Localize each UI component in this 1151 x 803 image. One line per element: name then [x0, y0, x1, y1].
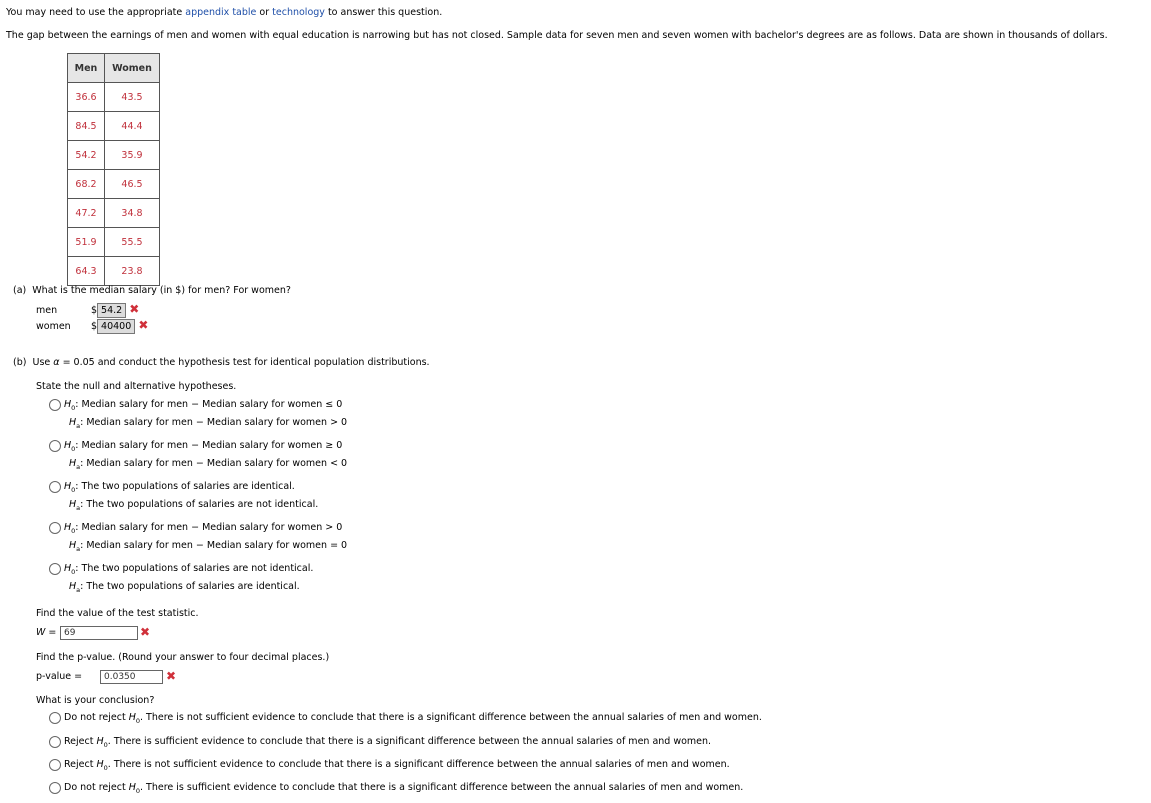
women-cell: 46.5	[105, 170, 160, 199]
conclusion-pre: Reject	[64, 759, 97, 770]
incorrect-icon: ✖	[166, 669, 177, 683]
ha-text: : The two populations of salaries are identical.	[80, 581, 300, 592]
pvalue-prompt: Find the p-value. (Round your answer to four decimal places.)	[36, 652, 330, 663]
men-median-input[interactable]: 54.2	[97, 303, 126, 318]
women-cell: 43.5	[105, 83, 160, 112]
conclusion-text: Do not reject $H_0$. There is sufficient evidence to conclude that there is a significant difference between the annual salaries of men and women.	[64, 782, 744, 795]
men-cell: 84.5	[68, 112, 105, 141]
women-median-answer	[91, 318, 148, 334]
table-row	[68, 141, 160, 170]
intro-text-or: or	[256, 7, 273, 18]
women-cell: 23.8	[105, 257, 160, 286]
women-median-input[interactable]: 40400	[97, 319, 135, 334]
alt-hypothesis: $H_a$: Median salary for men − Median salary for women > 0	[69, 417, 348, 430]
h0-text: : The two populations of salaries are identical.	[75, 481, 295, 492]
ha-text: : The two populations of salaries are not identical.	[80, 499, 319, 510]
conclusion-pre: Reject	[64, 736, 97, 747]
men-cell: 47.2	[68, 199, 105, 228]
null-hypothesis: $H_0$: The two populations of salaries are identical.	[64, 481, 295, 494]
column-header-men: Men	[68, 54, 105, 83]
conclusion-post: . There is sufficient evidence to conclude that there is a significant difference between the annual salaries of men and women.	[140, 782, 744, 793]
h0-text: : Median salary for men − Median salary for women > 0	[75, 522, 343, 533]
h0-text: : Median salary for men − Median salary for women ≤ 0	[75, 399, 343, 410]
intro-text: You may need to use the appropriate	[6, 7, 186, 18]
conclusion-pre: Do not reject	[64, 782, 129, 793]
women-cell: 55.5	[105, 228, 160, 257]
part-b-label: (b)	[13, 357, 27, 368]
radio-button[interactable]	[49, 399, 61, 411]
test-statistic-prompt: Find the value of the test statistic.	[36, 608, 199, 619]
men-cell: 51.9	[68, 228, 105, 257]
men-cell: 36.6	[68, 83, 105, 112]
h0-text: : Median salary for men − Median salary for women ≥ 0	[75, 440, 343, 451]
conclusion-prompt: What is your conclusion?	[36, 695, 155, 706]
instruction-text-post: = 0.05 and conduct the hypothesis test for identical population distributions.	[59, 357, 430, 368]
w-label	[36, 627, 56, 638]
radio-button[interactable]	[49, 481, 61, 493]
conclusion-post: . There is not sufficient evidence to conclude that there is a significant difference between the annual salaries of men and women.	[107, 759, 730, 770]
part-a-label: (a)	[13, 285, 27, 296]
conclusion-post: . There is sufficient evidence to conclude that there is a significant difference between the annual salaries of men and women.	[107, 736, 712, 747]
women-cell: 44.4	[105, 112, 160, 141]
appendix-table-link[interactable]: appendix table	[185, 7, 257, 18]
ha-text: : Median salary for men − Median salary for women = 0	[80, 540, 348, 551]
salary-data-table	[67, 53, 160, 286]
alpha-symbol: α	[53, 357, 60, 368]
w-input[interactable]: 69	[60, 626, 138, 640]
intro-text-suffix: to answer this question.	[324, 7, 443, 18]
table-row	[68, 170, 160, 199]
technology-link[interactable]: technology	[272, 7, 325, 18]
null-hypothesis: $H_0$: Median salary for men − Median salary for women > 0	[64, 522, 343, 535]
conclusion-text: Reject $H_0$. There is sufficient evidence to conclude that there is a significant difference between the annual salaries of men and women.	[64, 736, 712, 749]
men-cell: 54.2	[68, 141, 105, 170]
radio-button[interactable]	[49, 759, 61, 771]
women-median-label: women	[36, 321, 71, 332]
men-median-answer	[91, 302, 139, 318]
conclusion-text: Reject $H_0$. There is not sufficient evidence to conclude that there is a significant difference between the annual salaries of men and women.	[64, 759, 730, 772]
part-b-instruction	[13, 357, 430, 368]
column-header-women: Women	[105, 54, 160, 83]
null-hypothesis: $H_0$: The two populations of salaries are not identical.	[64, 563, 314, 576]
table-row	[68, 83, 160, 112]
alt-hypothesis: $H_a$: The two populations of salaries are identical.	[69, 581, 300, 594]
radio-button[interactable]	[49, 440, 61, 452]
ha-text: : Median salary for men − Median salary for women > 0	[80, 417, 348, 428]
women-cell: 34.8	[105, 199, 160, 228]
conclusion-pre: Do not reject	[64, 712, 129, 723]
table-header-row	[68, 54, 160, 83]
radio-button[interactable]	[49, 736, 61, 748]
state-hypotheses-prompt: State the null and alternative hypotheses.	[36, 381, 237, 392]
table-row	[68, 112, 160, 141]
incorrect-icon: ✖	[138, 318, 149, 332]
radio-button[interactable]	[49, 712, 61, 724]
h0-text: : The two populations of salaries are not identical.	[75, 563, 314, 574]
part-a-question	[13, 285, 291, 296]
table-row	[68, 199, 160, 228]
men-cell: 64.3	[68, 257, 105, 286]
radio-button[interactable]	[49, 563, 61, 575]
table-row	[68, 228, 160, 257]
alt-hypothesis: $H_a$: The two populations of salaries are not identical.	[69, 499, 319, 512]
intro-line	[6, 7, 442, 18]
problem-statement: The gap between the earnings of men and women with equal education is narrowing but has not closed. Sample data for seven men and seven women with bachelor's degrees are as follows. Data are shown in thousands of dollars.	[6, 30, 1108, 41]
null-hypothesis: $H_0$: Median salary for men − Median salary for women ≤ 0	[64, 399, 343, 412]
currency-symbol: $	[91, 305, 98, 316]
alt-hypothesis: $H_a$: Median salary for men − Median salary for women = 0	[69, 540, 348, 553]
currency-symbol: $	[91, 321, 98, 332]
conclusion-text: Do not reject $H_0$. There is not sufficient evidence to conclude that there is a significant difference between the annual salaries of men and women.	[64, 712, 762, 725]
conclusion-post: . There is not sufficient evidence to conclude that there is a significant difference between the annual salaries of men and women.	[140, 712, 762, 723]
instruction-text: Use	[32, 357, 54, 368]
part-a-question-text: What is the median salary (in $) for men? For women?	[32, 285, 291, 296]
pvalue-input[interactable]: 0.0350	[100, 670, 163, 684]
alt-hypothesis: $H_a$: Median salary for men − Median salary for women < 0	[69, 458, 348, 471]
men-median-label: men	[36, 305, 58, 316]
incorrect-icon: ✖	[129, 302, 140, 316]
radio-button[interactable]	[49, 522, 61, 534]
incorrect-icon: ✖	[140, 625, 151, 639]
men-cell: 68.2	[68, 170, 105, 199]
women-cell: 35.9	[105, 141, 160, 170]
pvalue-label: p-value =	[36, 671, 83, 682]
null-hypothesis: $H_0$: Median salary for men − Median salary for women ≥ 0	[64, 440, 343, 453]
ha-text: : Median salary for men − Median salary for women < 0	[80, 458, 348, 469]
w-label-text: W =	[36, 627, 57, 638]
radio-button[interactable]	[49, 782, 61, 794]
table-row	[68, 257, 160, 286]
